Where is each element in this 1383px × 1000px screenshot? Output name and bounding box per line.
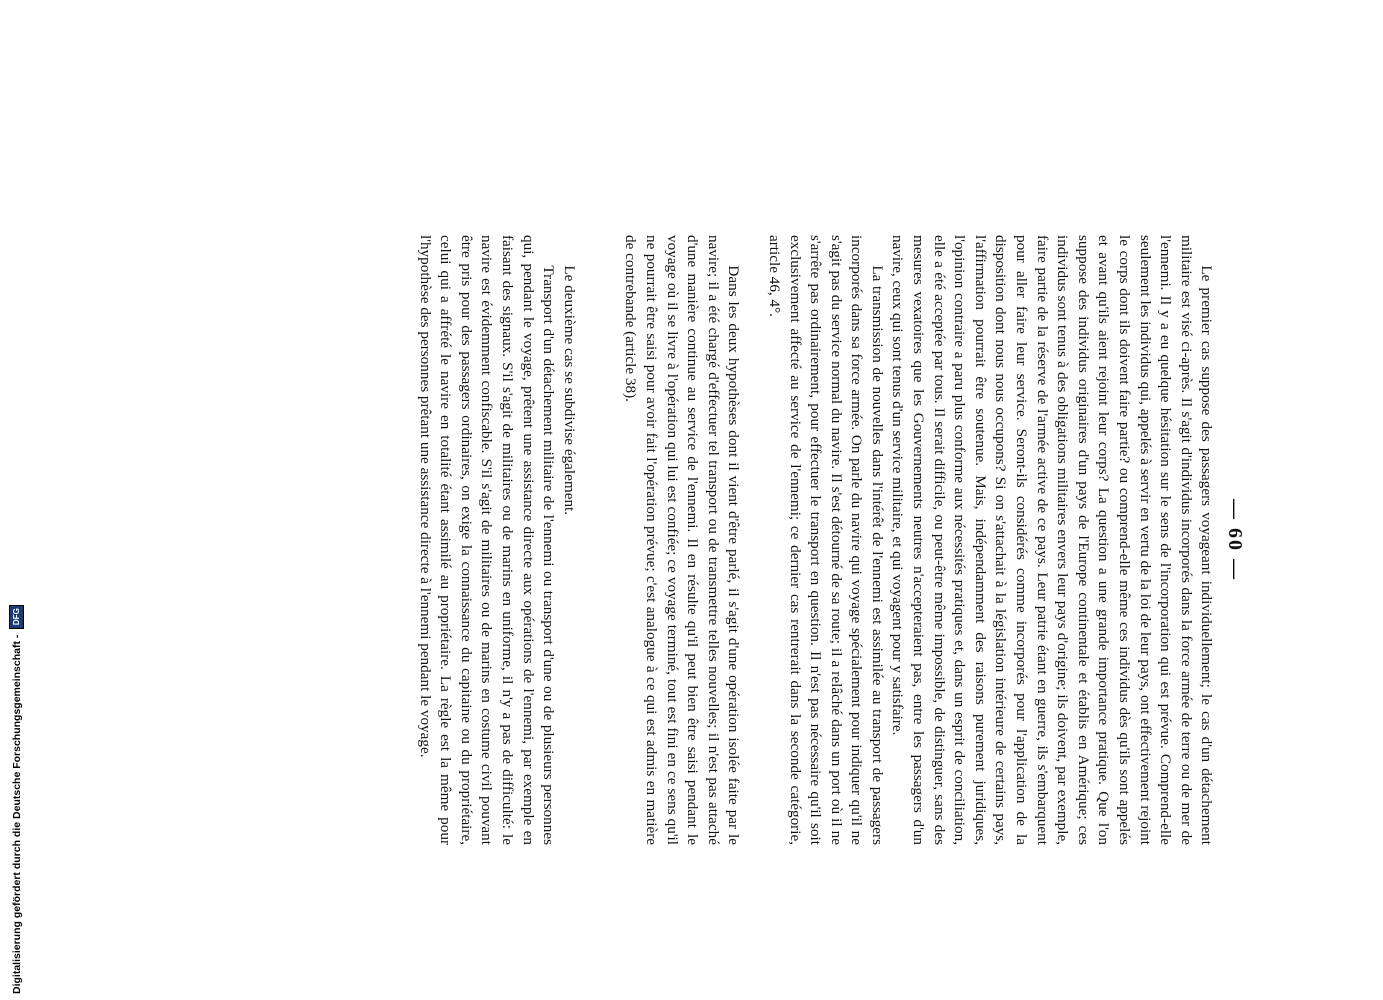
dfg-logo-icon: DFG xyxy=(9,605,24,629)
rotated-text-block xyxy=(414,235,1245,845)
paragraph-spacer xyxy=(743,235,763,845)
paragraph-2: La transmission de nouvelles dans l'intérêt de l'ennemi est assimilée au transport de passagers incorporés dans sa force armée. On parle du navire qui voyage spécialement pour indiquer qu'il ne s'agit pas du service normal du navire. Il s'est détourné de sa route; il a relâché dans un port où il ne s'arrête pas ordinairement, pour effectuer le transport en question. Il n'est pas nécessaire qu'il soit exclusivement affecté au service de l'ennemi; ce dernier cas rentrerait dans la seconde catégorie, article 46, 4°. xyxy=(765,235,886,845)
page-number: — 60 — xyxy=(1224,499,1246,581)
section-spacer xyxy=(579,235,620,845)
paragraph-1: Le premier cas suppose des passagers voyageant individuellement; le cas d'un détachement militaire est visé ci-après. Il s'agit d'individus incorporés dans la force armée de terre ou de mer de l'ennemi. Il y a eu quelque hésitation sur le sens de l'incorporation qui est prévue. Comprend-elle seulement les individus qui, appelés à servir en vertu de la loi de leur pays, ont effectivement rejoint le corps dont ils doivent faire partie? ou comprend-elle même ces individus dès qu'ils sont appelés et avant qu'ils aient rejoint leur corps? La question a une grande importance pratique. Que l'on suppose des individus originaires d'un pays de l'Europe continentale et établis en Amérique; ces individus sont tenus à des obligations militaires envers leur pays d'origine; ils doivent, par exemple, faire partie de la réserve de l'armée active de ce pays. Leur patrie étant en guerre, ils s'embarquent pour aller faire leur service. Seront-ils considérés comme incorporés pour l'application de la disposition dont nous nous occupons? Si on s'attachait à la législation intérieure de certains pays, l'affirmation pourrait être soutenue. Mais, indépendamment des raisons purement juridiques, l'opinion contraire a paru plus conforme aux nécessités pratiques et, dans un esprit de conciliation, elle a été acceptée par tous. Il serait difficile, ou peut-être même impossible, de distinguer, sans des mesures vexatoires que les Gouvernements neutres n'accepteraient pas, entre les passagers d'un navire, ceux qui sont tenus d'un service militaire, et qui voyagent pour y satisfaire. xyxy=(889,235,1216,845)
paragraph-3: Dans les deux hypothèses dont il vient d'être parlé, il s'agit d'une opération isolée faite par le navire; il a été chargé d'effectuer tel transport ou de transmettre telles nouvelles; il n'est pas attaché d'une manière continue au service de l'ennemi. Il en résulte qu'il peut bien être saisi pendant le voyage où il se livre à l'opération qui lui est confiée; ce voyage terminé, tout est fini en ce sens qu'il ne pourrait être saisi pour avoir fait l'opération prévue; c'est analogue à ce qui est admis en matière de contrebande (article 38). xyxy=(622,235,743,845)
paragraph-5: Transport d'un détachement militaire de l'ennemi ou transport d'une ou de plusieurs personnes qui, pendant le voyage, prêtent une assistance directe aux opérations de l'ennemi, par exemple en faisant des signaux. S'il s'agit de militaires ou de marins en uniforme, il n'y a pas de difficulté: le navire est évidemment confiscable. S'il s'agit de militaires ou de marins en costume civil pouvant être pris pour des passagers ordinaires, on exige la connaissance du capitaine ou du propriétaire, celui qui a affrété le navire en totalité étant assimilé au propriétaire. La règle est la même pour l'hypothèse des personnes prêtant une assistance directe à l'ennemi pendant le voyage. xyxy=(416,235,558,845)
credit-text: Digitalisierung gefördert durch die Deutsche Forschungsgemeinschaft - xyxy=(10,634,23,994)
paragraph-4: Le deuxième cas se subdivise également. xyxy=(560,265,578,516)
digitization-credit xyxy=(9,605,24,994)
